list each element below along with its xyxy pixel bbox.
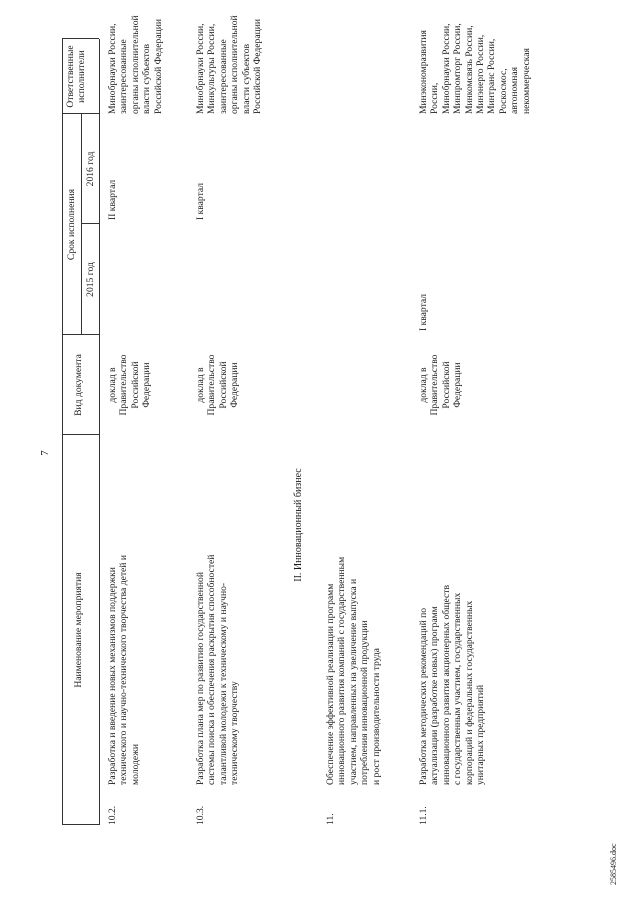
table-top-border [62,39,63,825]
row-number: 10.3. [195,805,206,825]
row-responsible: Минобрнауки России, заинтересованные органы исполнительной власти субъектов Российской Федерации [107,15,164,114]
header-name: Наименование мероприятия [73,572,84,688]
header-2016: 2016 год [85,151,96,187]
row-number: 11.1. [418,806,429,825]
row-name: Разработка методических рекомендаций по актуализации (разработке новых) программ инновационного развития акционерных обществ с государственным участием, государственных корпораций и федеральных государственных унитарных предприятий [418,584,487,785]
row-2015: I квартал [418,293,429,331]
header-bottom-border [99,39,100,825]
row-doc-type: доклад в Правительство Российской Федерации [107,354,153,416]
footer-file-name: 2585496.doc [609,843,618,885]
term-subheader-line [81,114,82,335]
header-responsible: Ответственные исполнители [65,45,88,108]
row-name: Обеспечение эффективной реализации программ инновационного развития компаний с государственным участием, направленных на увеличение выпуска и потребления инновационной продукции и рост производительности труда [325,556,382,785]
section-heading: II. Инновационный бизнес [293,468,304,582]
header-doc-type: Вид документа [73,354,84,416]
row-2016: II квартал [107,179,118,220]
page-number: 7 [39,450,51,456]
row-name: Разработка и введение новых механизмов поддержки технического и научно-технического творчества детей и молодежи [107,555,141,785]
row-2016: I квартал [195,182,206,220]
row-number: 10.2. [107,805,118,825]
row-name: Разработка плана мер по развитию государственной системы поиска и обеспечения раскрытия способностей талантливой молодежи к техническому и научно- техническому творчеству [195,554,241,785]
row-responsible: Минобрнауки России, Минкультуры России, заинтересованные органы исполнительной власти субъектов Российской Федерации [195,15,264,114]
header-term: Срок исполнения [66,188,77,261]
header-2015: 2015 год [85,262,96,297]
row-doc-type: доклад в Правительство Российской Федерации [195,354,241,416]
row-responsible: Минэкономразвития России, Минобрнауки России, Минпромторг России, Минкомсвязь России, Минэнерго России, Минтранс России, Роскосмос, автономная некоммерческая [418,23,532,114]
row-number: 11. [325,813,336,825]
row-doc-type: доклад в Правительство Российской Федерации [418,354,464,416]
